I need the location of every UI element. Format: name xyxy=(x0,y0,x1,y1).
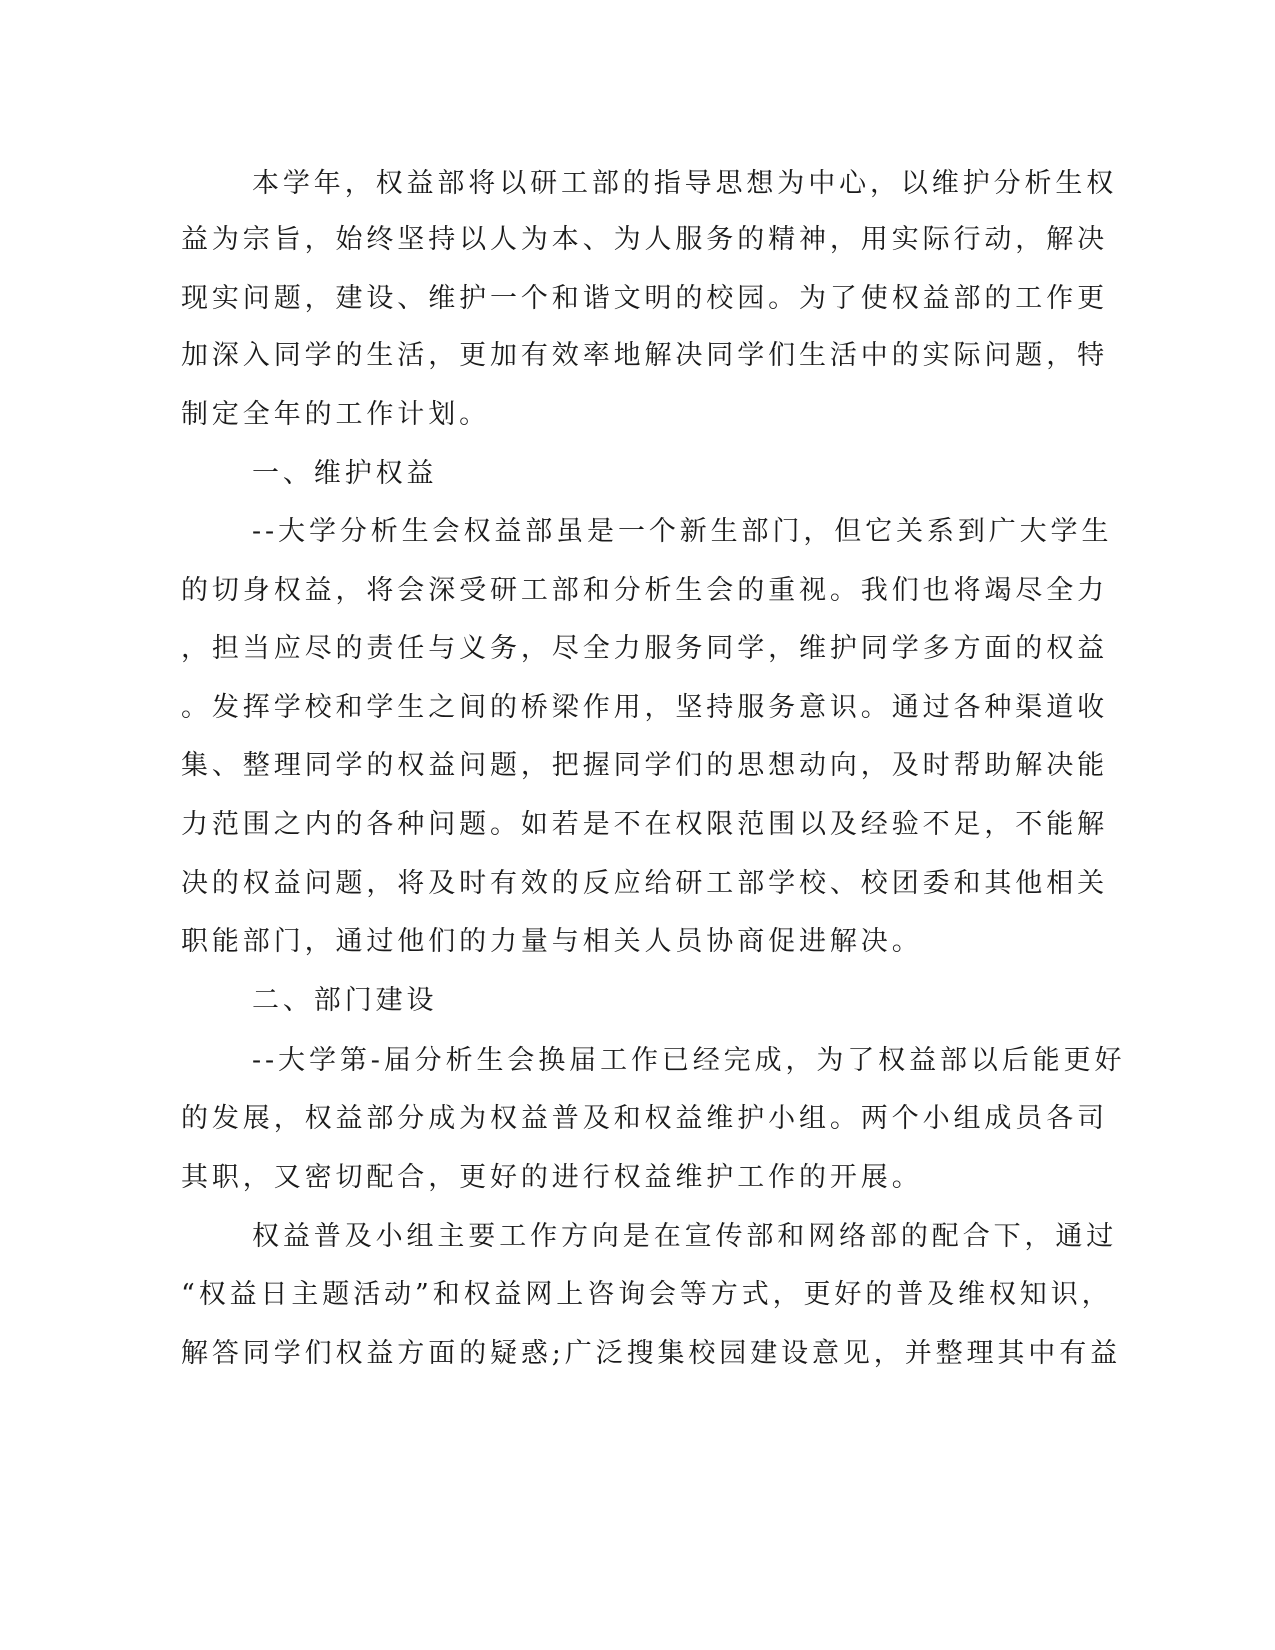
paragraph-1-line-5: 制定全年的工作计划。 xyxy=(181,399,490,430)
section-heading-2: 二、部门建设 xyxy=(252,985,438,1016)
paragraph-1-line-4: 加深入同学的生活，更加有效率地解决同学们生活中的实际问题，特 xyxy=(181,340,1108,371)
paragraph-3-line-1: --大学第-届分析生会换届工作已经完成，为了权益部以后能更好 xyxy=(252,1045,1126,1076)
paragraph-4-line-3: 解答同学们权益方面的疑惑;广泛搜集校园建设意见，并整理其中有益 xyxy=(181,1338,1121,1369)
paragraph-2-line-5: 集、整理同学的权益问题，把握同学们的思想动向，及时帮助解决能 xyxy=(181,750,1108,781)
paragraph-2-line-3: ，担当应尽的责任与义务，尽全力服务同学，维护同学多方面的权益 xyxy=(181,633,1108,664)
paragraph-1-line-1: 本学年，权益部将以研工部的指导思想为中心，以维护分析生权 xyxy=(252,168,1118,199)
paragraph-2-line-4: 。发挥学校和学生之间的桥梁作用，坚持服务意识。通过各种渠道收 xyxy=(181,692,1108,723)
paragraph-3-line-3: 其职，又密切配合，更好的进行权益维护工作的开展。 xyxy=(181,1162,923,1193)
paragraph-2-line-8: 职能部门，通过他们的力量与相关人员协商促进解决。 xyxy=(181,926,923,957)
paragraph-2-line-1: --大学分析生会权益部虽是一个新生部门，但它关系到广大学生 xyxy=(252,516,1113,547)
section-heading-1: 一、维护权益 xyxy=(252,458,438,489)
paragraph-2-line-2: 的切身权益，将会深受研工部和分析生会的重视。我们也将竭尽全力 xyxy=(181,575,1108,606)
paragraph-2-line-7: 决的权益问题，将及时有效的反应给研工部学校、校团委和其他相关 xyxy=(181,868,1108,899)
paragraph-2-line-6: 力范围之内的各种问题。如若是不在权限范围以及经验不足，不能解 xyxy=(181,809,1108,840)
paragraph-1-line-3: 现实问题，建设、维护一个和谐文明的校园。为了使权益部的工作更 xyxy=(181,283,1108,314)
paragraph-4-line-2: “权益日主题活动”和权益网上咨询会等方式，更好的普及维权知识， xyxy=(181,1279,1113,1310)
paragraph-1-line-2: 益为宗旨，始终坚持以人为本、为人服务的精神，用实际行动，解决 xyxy=(181,224,1108,255)
paragraph-4-line-1: 权益普及小组主要工作方向是在宣传部和网络部的配合下，通过 xyxy=(252,1221,1118,1252)
paragraph-3-line-2: 的发展，权益部分成为权益普及和权益维护小组。两个小组成员各司 xyxy=(181,1103,1108,1134)
